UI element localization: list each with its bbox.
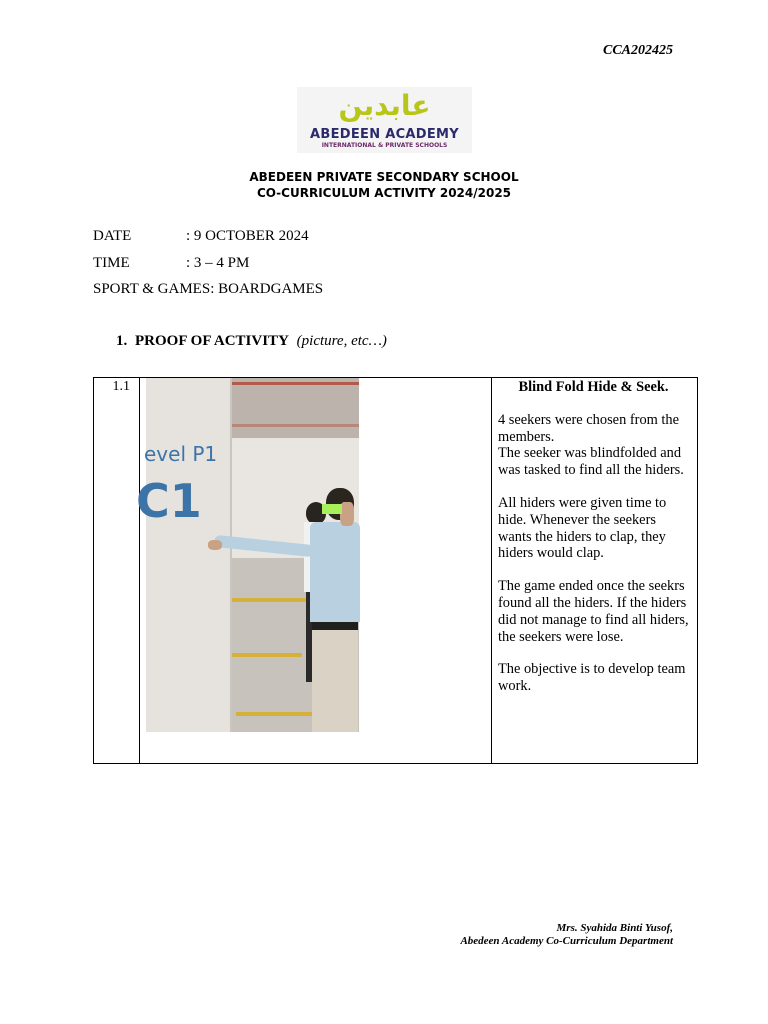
- row-number-cell: [94, 378, 140, 764]
- photo-person-seeker: [296, 488, 366, 732]
- photo-cell: [136, 378, 492, 764]
- activity-photo: [136, 378, 359, 732]
- section-number: 1.: [116, 333, 128, 349]
- description-line: The seeker was blindfolded and was tasked to find all the hiders.: [498, 445, 684, 479]
- photo-floor-marking: [232, 653, 302, 657]
- description-line: 4 seekers were chosen from the members.: [498, 411, 680, 445]
- activity-table: [93, 377, 698, 764]
- row-number: 1.1: [112, 379, 130, 394]
- signature-name: Mrs. Syahida Binti Yusof,: [556, 922, 673, 934]
- photo-ceiling: [216, 378, 359, 438]
- signature-department: Abedeen Academy Co-Curriculum Department: [460, 935, 673, 947]
- photo-pipe: [216, 424, 359, 427]
- time-label: TIME: [93, 255, 130, 271]
- section-heading: [116, 333, 387, 350]
- document-code: CCA202425: [602, 43, 673, 58]
- section-title: PROOF OF ACTIVITY: [135, 333, 289, 349]
- date-field: [93, 228, 309, 245]
- time-field: [93, 255, 250, 272]
- sport-field: [93, 281, 323, 298]
- logo-name: ABEDEEN ACADEMY: [310, 127, 459, 142]
- school-name: ABEDEEN PRIVATE SECONDARY SCHOOL: [249, 170, 519, 184]
- sport-label: SPORT & GAMES: BOARDGAMES: [93, 281, 324, 297]
- table-row: [94, 378, 698, 764]
- logo-arabic-text: عابدين: [338, 89, 431, 122]
- pillar-code-sign: C1: [136, 474, 202, 528]
- photo-pillar: [136, 378, 232, 732]
- description-line: All hiders were given time to hide. Whenever the seekers wants the hiders to clap, they hiders would clap.: [498, 494, 667, 562]
- description-title: Blind Fold Hide & Seek.: [518, 379, 669, 395]
- date-value: : 9 OCTOBER 2024: [186, 228, 309, 244]
- activity-year: CO-CURRICULUM ACTIVITY 2024/2025: [256, 186, 512, 200]
- time-value: : 3 – 4 PM: [186, 255, 250, 271]
- blindfold: [322, 504, 342, 514]
- description-line: The game ended once the seekrs found all the hiders. If the hiders did not manage to find all hiders, the seekers were lose.: [498, 578, 689, 645]
- description-cell: [492, 378, 698, 764]
- section-note: (picture, etc…): [296, 333, 387, 349]
- pillar-level-sign: evel P1: [144, 442, 218, 466]
- school-logo: [297, 87, 472, 153]
- date-label: DATE: [93, 228, 132, 244]
- description-line: The objective is to develop team work.: [498, 661, 686, 695]
- photo-pipe: [216, 382, 359, 385]
- logo-subtitle: INTERNATIONAL & PRIVATE SCHOOLS: [321, 142, 448, 149]
